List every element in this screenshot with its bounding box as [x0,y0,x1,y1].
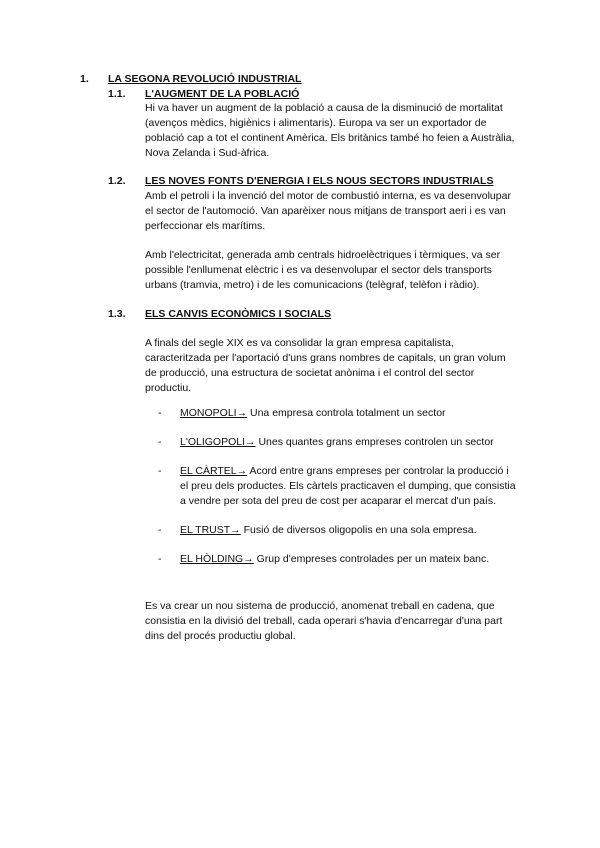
paragraph-capitalist-company: A finals del segle XIX es va consolidar la gran empresa capitalista, caracteritzada per l'aportació d'uns grans nombres de capitals, un gran volum de producció, una estructura de societat anònima i el control del sector productiu. [145,337,506,394]
list-dash: - [158,524,162,536]
list-item [158,552,518,567]
list-dash: - [158,407,162,419]
company-types-list [158,406,518,581]
list-term: EL HÒLDING→ [180,553,254,565]
subsection-number: 1.3. [108,308,126,320]
section-heading [80,72,301,87]
paragraph-population: Hi va haver un augment de la població a causa de la disminució de mortalitat (avenços mèdics, higiènics i alimentaris). Europa va ser un exportador de població cap a tot el continent Amèrica. Els britànics també ho feien a Austràlia, Nova Zelanda i Sud-àfrica. [145,102,515,159]
section-title: LA SEGONA REVOLUCIÓ INDUSTRIAL [108,73,302,85]
paragraph-assembly-line: Es va crear un nou sistema de producció, anomenat treball en cadena, que consistia en la divisió del treball, cada operari s'havia d'encarregar d'una part dins del procés productiu global. [145,600,503,642]
list-item [158,523,518,538]
list-description: Fusió de diversos oligopolis en una sola empresa. [240,524,477,536]
subsection-title: LES NOVES FONTS D'ENERGIA I ELS NOUS SECTORS INDUSTRIALS [145,175,494,187]
list-item [158,464,518,509]
list-dash: - [158,436,162,448]
list-dash: - [158,465,162,477]
subsection-number: 1.2. [108,175,126,187]
section-number: 1. [80,73,89,85]
list-dash: - [158,553,162,565]
subsection-title: ELS CANVIS ECONÒMICS I SOCIALS [145,308,332,320]
subsection-heading-1-3 [108,307,331,322]
list-term: EL CÀRTEL→ [180,465,248,477]
list-item [158,435,518,450]
list-description: Unes quantes grans empreses controlen un sector [255,436,494,448]
list-term: EL TRUST→ [180,524,241,536]
list-description: Grup d'empreses controlades per un mateix banc. [253,553,490,565]
list-term: MONOPOLI→ [180,407,248,419]
subsection-heading-1-2 [108,174,493,189]
paragraph-petroleum: Amb el petroli i la invenció del motor de combustió interna, es va desenvolupar el sector de l'automoció. Van aparèixer nous mitjans de transport aeri i es van perfeccionar els marítims. [145,190,511,232]
list-item [158,406,518,421]
list-description: Acord entre grans empreses per controlar la producció i el preu dels productes. Els càrtels practicaven el dumping, que consistia a vendre per sota del preu de cost per acaparar el mercat d'un país. [180,465,516,507]
list-term: L'OLIGOPOLI→ [180,436,256,448]
subsection-heading-1-1 [108,87,299,102]
list-description: Una empresa controla totalment un sector [247,407,446,419]
paragraph-electricity: Amb l'electricitat, generada amb centrals hidroelèctriques i tèrmiques, va ser possible l'enllumenat elèctric i es va desenvolupar el sector dels transports urbans (tramvia, metro) i de les comunicacions (telègraf, telèfon i ràdio). [145,249,501,291]
subsection-title: L'AUGMENT DE LA POBLACIÓ [145,88,300,100]
subsection-number: 1.1. [108,88,126,100]
